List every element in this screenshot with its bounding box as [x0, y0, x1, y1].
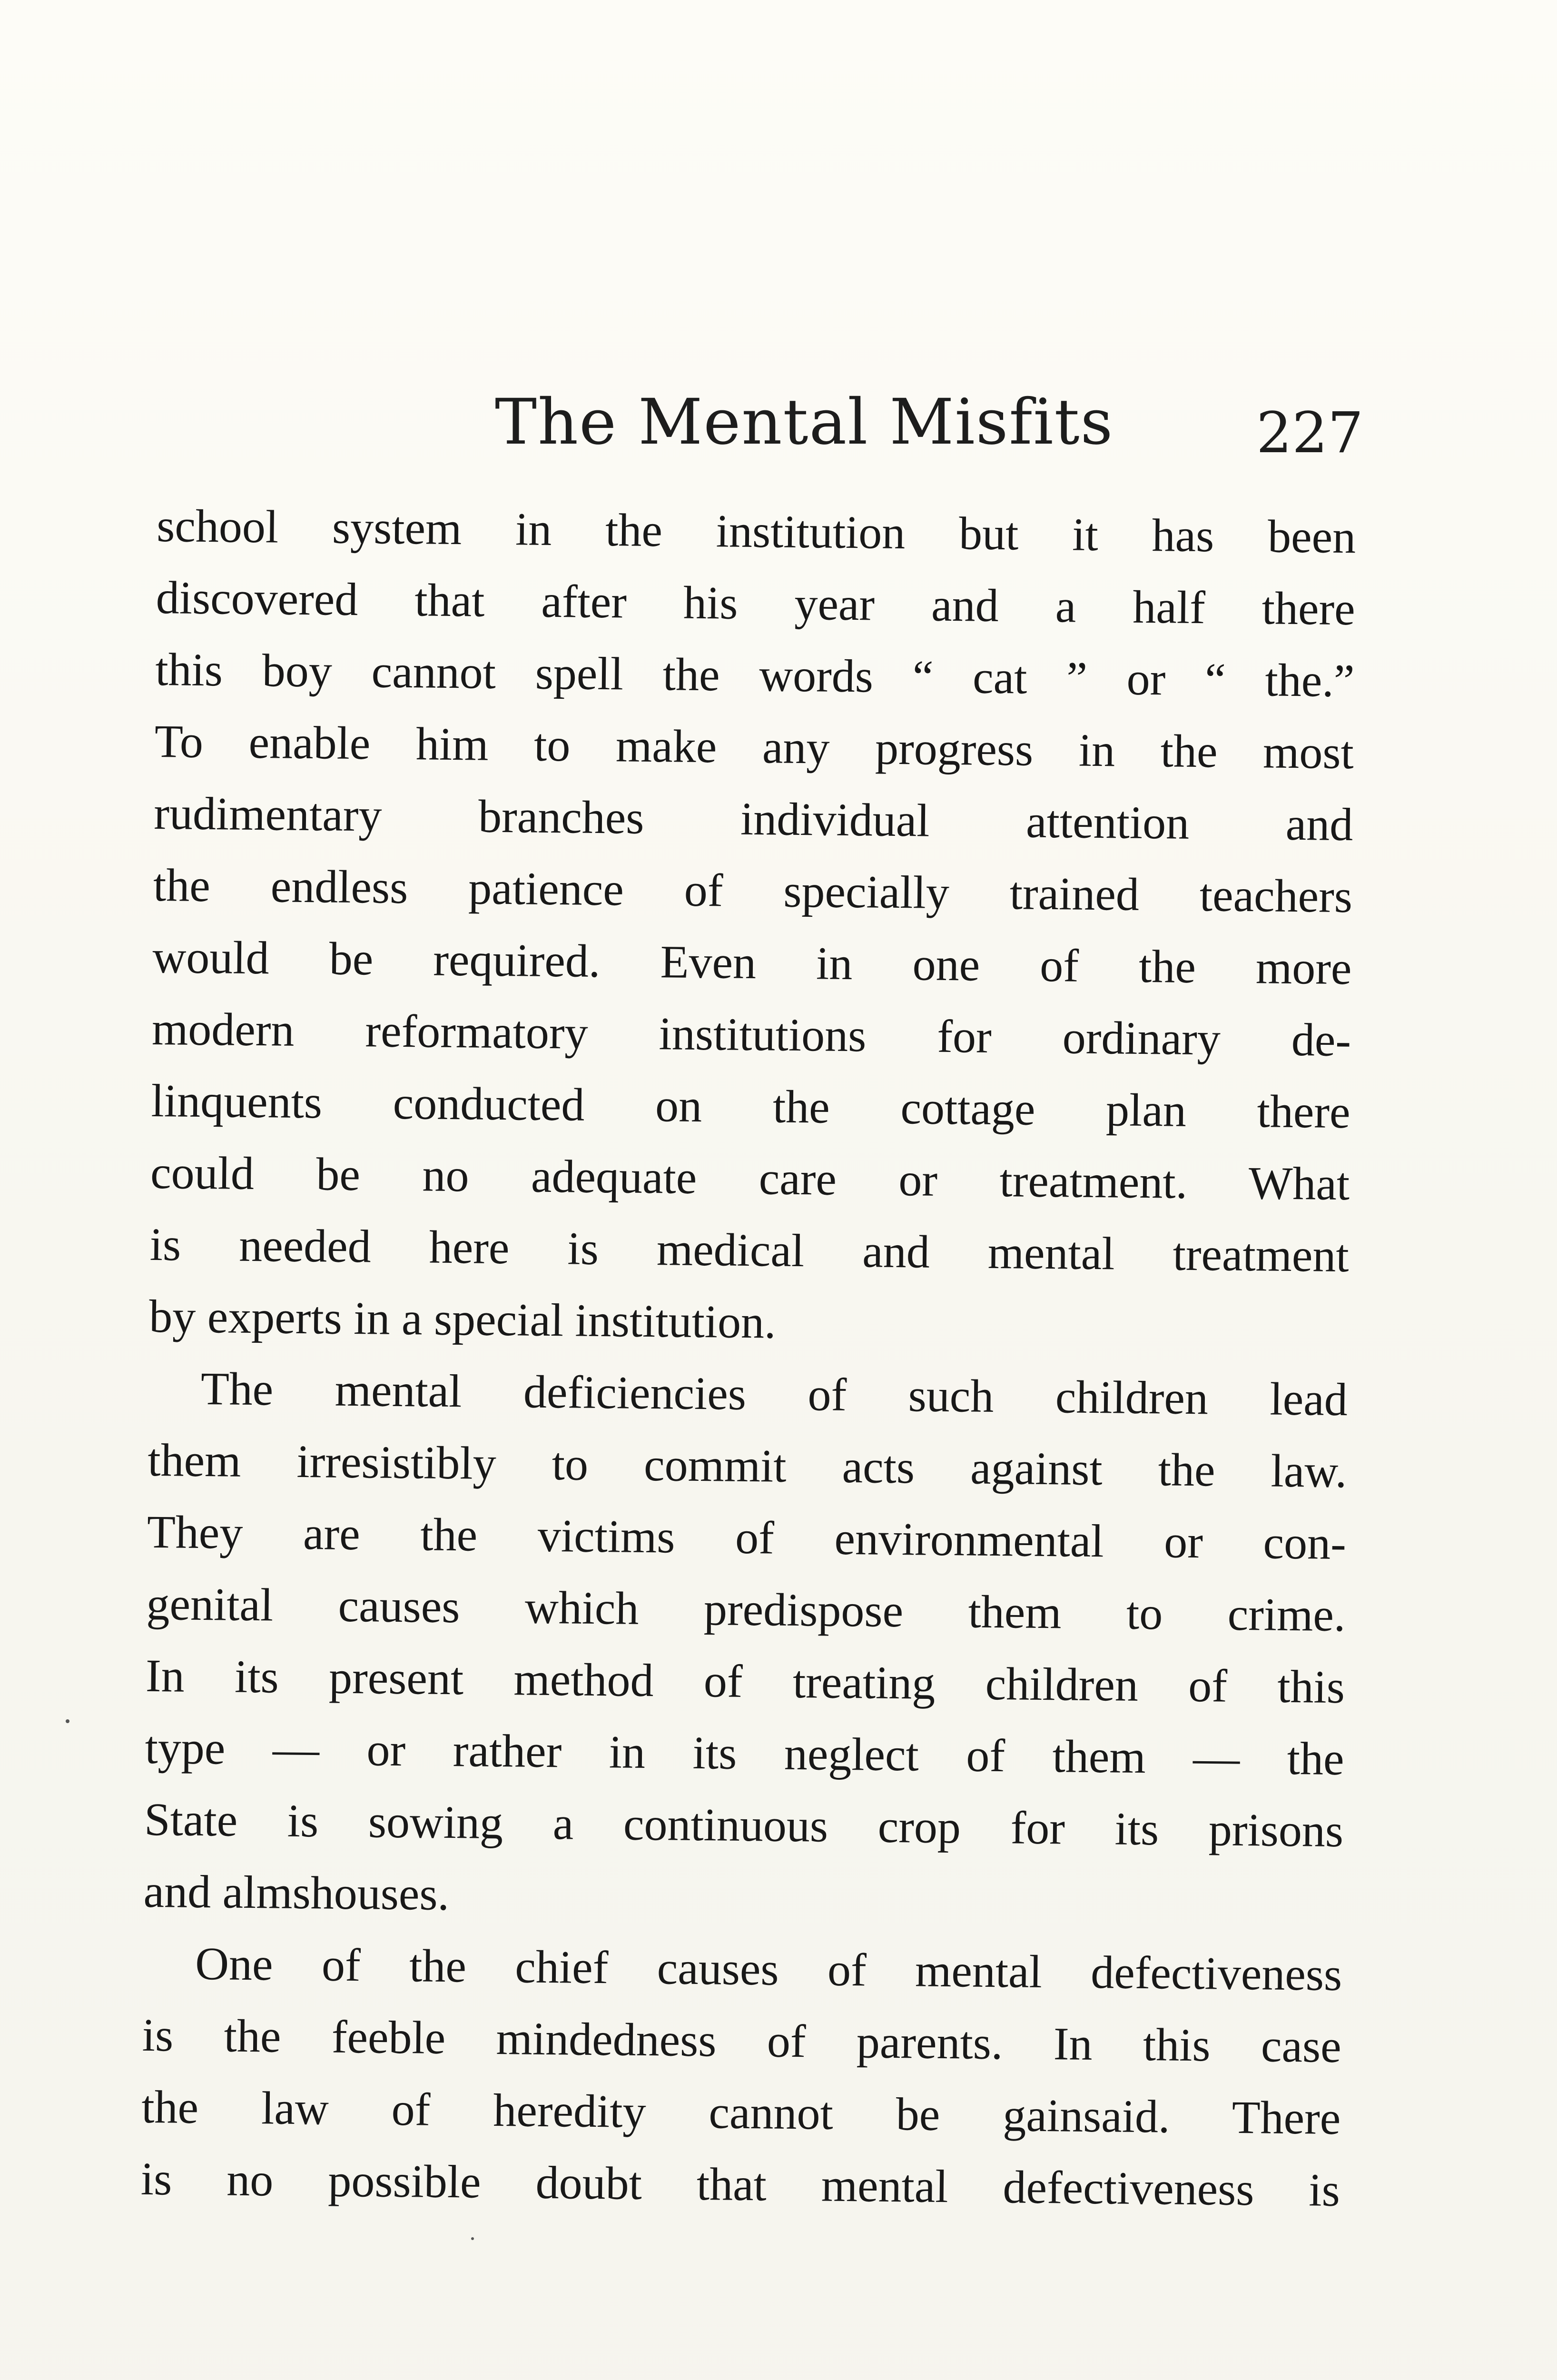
text-line: The mental deficiencies of such children lead: [200, 1363, 1348, 1426]
text-line: They are the victims of environmental or con-: [147, 1506, 1347, 1570]
paper-speck: [471, 2237, 474, 2240]
text-line: school system in the institution but it has been: [156, 500, 1356, 564]
text-line: this boy cannot spell the words “ cat ” or “ the.”: [155, 644, 1355, 707]
running-title: The Mental Misfits: [495, 386, 1114, 459]
text-line: could be no adequate care or treatment. What: [150, 1147, 1350, 1210]
paragraph-3: [140, 1928, 1342, 2227]
text-line: and almshouses.: [143, 1865, 450, 1921]
text-line: linquents conducted on the cottage plan there: [151, 1075, 1351, 1139]
paragraph-2: [143, 1353, 1348, 1939]
text-line: In its present method of treating children of this: [145, 1650, 1345, 1714]
text-line: State is sowing a continuous crop for its prisons: [144, 1794, 1344, 1857]
text-line: them irresistibly to commit acts against the law.: [147, 1434, 1347, 1498]
text-line: is the feeble mindedness of parents. In this case: [142, 2009, 1342, 2073]
text-line: rudimentary branches individual attention and: [153, 787, 1353, 851]
text-line: type — or rather in its neglect of them — the: [145, 1722, 1345, 1785]
paragraph-1: [149, 490, 1356, 1364]
text-line: by experts in a special institution.: [148, 1290, 777, 1349]
text-line: would be required. Even in one of the more: [152, 931, 1352, 995]
page-number: 227: [1256, 400, 1364, 466]
running-head: [495, 386, 1364, 481]
text-line: discovered that after his year and a half there: [156, 572, 1356, 635]
text-line: One of the chief causes of mental defectiveness: [195, 1938, 1342, 2001]
text-line: modern reformatory institutions for ordinary de-: [151, 1003, 1351, 1067]
text-line: is needed here is medical and mental treatment: [149, 1219, 1350, 1282]
body-text: [140, 490, 1356, 2227]
text-line: is no possible doubt that mental defectiveness is: [140, 2153, 1340, 2217]
text-line: genital causes which predispose them to crime.: [146, 1578, 1346, 1642]
text-line: the endless patience of specially trained teachers: [153, 859, 1353, 923]
text-line: To enable him to make any progress in the most: [154, 715, 1354, 779]
paper-speck: [66, 1719, 69, 1723]
text-line: the law of heredity cannot be gainsaid. There: [141, 2081, 1341, 2145]
